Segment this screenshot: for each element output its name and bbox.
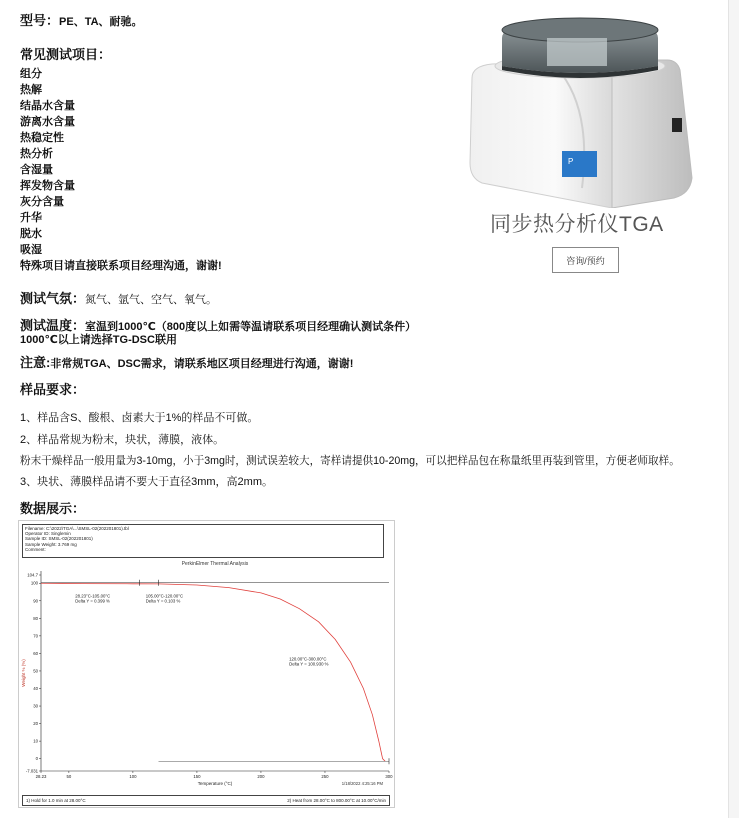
sample-heading: 样品要求： xyxy=(20,382,86,397)
chart-info-line: Operator ID: Singlemin xyxy=(25,531,71,537)
chart-footer xyxy=(22,795,390,806)
chart-info-line: Comment: xyxy=(25,546,46,552)
x-tick-label: 100 xyxy=(129,774,137,779)
annotation-range: 120.00°C-300.00°C xyxy=(289,656,327,662)
y-tick-label: 80 xyxy=(33,615,38,621)
temperature-line2: 1000℃以上请选择TG-DSC联用 xyxy=(20,334,177,346)
annotation-delta: Delta Y = 0.103 % xyxy=(145,598,181,604)
svg-text:P: P xyxy=(568,157,574,166)
atmosphere-value: 氮气、氩气、空气、氧气。 xyxy=(85,294,218,306)
y-tick-label: 20 xyxy=(33,721,38,727)
x-tick-label: 250 xyxy=(321,774,329,779)
y-tick-label: 60 xyxy=(33,650,38,656)
test-item: 热稳定性 xyxy=(20,132,64,144)
test-item: 热解 xyxy=(20,84,42,96)
chart-info-box xyxy=(22,524,384,558)
y-tick-label: 100 xyxy=(30,580,38,586)
y-tick-label: 50 xyxy=(33,668,38,674)
product-title: 同步热分析仪TGA xyxy=(490,213,664,236)
y-tick-label: 10 xyxy=(33,738,38,744)
consult-button[interactable]: 咨询/预约 xyxy=(552,247,619,273)
tests-list xyxy=(20,66,222,274)
series-line-1 xyxy=(41,583,385,761)
tests-heading: 常见测试项目： xyxy=(20,47,112,62)
y-tick-label: 70 xyxy=(33,633,38,639)
atmosphere-label: 测试气氛： xyxy=(20,291,86,306)
chart-timestamp: 1/18/2022 4:25:16 PM xyxy=(341,781,383,786)
y-axis-label: Weight % (%) xyxy=(21,659,26,687)
tga-instrument-illustration xyxy=(462,8,702,208)
tga-chart xyxy=(18,520,395,808)
y-tick-label: -7.031 xyxy=(25,768,38,774)
notice-value: 非常规TGA、DSC需求，请联系地区项目经理进行沟通，谢谢! xyxy=(50,358,354,370)
test-item: 组分 xyxy=(20,68,42,80)
test-item: 结晶水含量 xyxy=(20,100,75,112)
model-label: 型号： xyxy=(20,13,60,28)
y-tick-label: 0 xyxy=(35,756,38,762)
test-item: 吸湿 xyxy=(20,244,42,256)
y-tick-label: 40 xyxy=(33,685,38,691)
test-item: 脱水 xyxy=(20,228,42,240)
product-image xyxy=(462,8,702,208)
test-item: 特殊项目请直接联系项目经理沟通，谢谢! xyxy=(20,260,222,272)
x-tick-label: 150 xyxy=(193,774,201,779)
temperature-label: 测试温度： xyxy=(20,318,86,333)
y-tick-label: 30 xyxy=(33,703,38,709)
x-axis-label: Temperature (°C) xyxy=(197,781,233,786)
model-line xyxy=(20,10,143,29)
notice-line xyxy=(20,352,353,372)
test-item: 灰分含量 xyxy=(20,196,64,208)
chart-title: PerkinElmer Thermal Analysis xyxy=(181,561,249,567)
sample-line-2: 2、样品常规为粉末，块状，薄膜，液体。 xyxy=(20,434,225,446)
chart-footer-step-1: 1) Hold for 1.0 min at 28.00°C xyxy=(26,798,86,803)
annotation-delta: Delta Y = 0.399 % xyxy=(75,598,110,604)
test-item: 热分析 xyxy=(20,148,53,160)
notice-label: 注意: xyxy=(20,355,51,370)
annotation-delta: Delta Y = 100.930 % xyxy=(289,661,329,667)
x-tick-label: 50 xyxy=(66,774,72,779)
chart-footer-step-2: 2) Heat from 28.00°C to 800.00°C at 10.00°C/min xyxy=(287,798,386,803)
annotation-range: 28.23°C-105.00°C xyxy=(75,593,111,599)
x-tick-label: 200 xyxy=(257,774,265,779)
chart-info-line: Sample ID: SMSL-02(202201801) xyxy=(25,536,93,542)
test-item: 含湿量 xyxy=(20,164,53,176)
test-item: 挥发物含量 xyxy=(20,180,75,192)
chart-info-line: Sample Weight: 3.769 mg xyxy=(25,541,77,547)
sample-line-4: 3、块状、薄膜样品请不要大于直径3mm，高2mm。 xyxy=(20,476,274,488)
page-scrollbar[interactable] xyxy=(728,0,739,818)
chart-info-line: Filename: C:\2022\TGA\...\SMSL-02(202201801).tbl xyxy=(25,526,129,531)
y-tick-label: 104.7 xyxy=(27,572,38,578)
test-item: 升华 xyxy=(20,212,42,224)
x-tick-label: 28.23 xyxy=(35,774,47,779)
test-item: 游离水含量 xyxy=(20,116,75,128)
annotation-range: 105.00°C-120.00°C xyxy=(145,593,184,599)
display-heading: 数据展示： xyxy=(20,501,86,516)
y-tick-label: 90 xyxy=(33,598,38,604)
sample-line-1: 1、样品含S、酸根、卤素大于1%的样品不可做。 xyxy=(20,412,259,424)
sample-line-3: 粉末干燥样品一般用量为3-10mg，小于3mg时，测试误差较大，寄样请提供10-20mg，可以把样品包在称量纸里再装到管里，方便老师取样。 xyxy=(20,455,680,467)
atmosphere-line xyxy=(20,288,217,308)
temperature-value: 室温到1000℃（800度以上如需等温请联系项目经理确认测试条件） xyxy=(85,321,417,333)
model-value: PE、TA、耐驰。 xyxy=(59,16,143,28)
chart-plot xyxy=(19,557,394,791)
x-tick-label: 300 xyxy=(385,774,393,779)
